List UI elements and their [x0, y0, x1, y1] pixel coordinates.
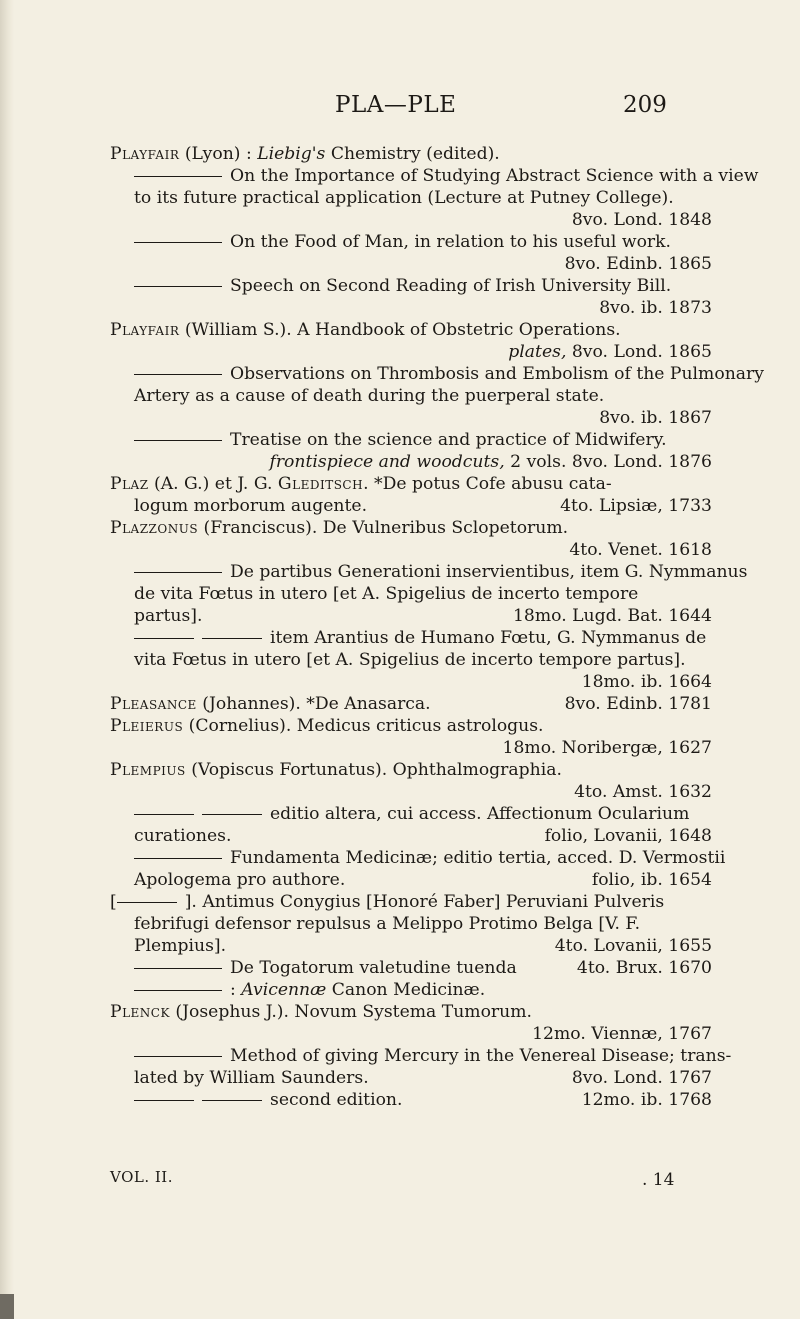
entry-line [110, 539, 712, 561]
entry-line [110, 429, 712, 451]
entry-text: to its future practical application (Lecture at Putney College). [134, 188, 674, 208]
entry-line [110, 913, 712, 935]
entry-line [110, 759, 712, 781]
entry-imprint: folio, ib. 1654 [591, 870, 712, 890]
book-spine-shadow [0, 0, 14, 1319]
entry-imprint: 8vo. Edinb. 1781 [564, 694, 712, 714]
entry-line [110, 1045, 732, 1067]
entry-imprint: folio, Lovanii, 1648 [544, 826, 712, 846]
entry-imprint: 18mo. Lugd. Bat. 1644 [512, 606, 712, 626]
entry-text: Pleierus (Cornelius). Medicus criticus astrologus. [110, 716, 544, 736]
volume-label: VOL. II. [110, 1168, 173, 1186]
entry-line [110, 649, 712, 671]
entry-line [110, 825, 712, 847]
entry-text: lated by William Saunders. [134, 1068, 369, 1088]
signature-mark: . 14 [642, 1170, 675, 1190]
entry-line [110, 979, 712, 1001]
entry-imprint: frontispiece and woodcuts, 2 vols. 8vo. Lond. 1876 [269, 452, 712, 472]
entry-text: Artery as a cause of death during the puerperal state. [134, 386, 605, 406]
entry-line [110, 231, 712, 253]
entry-text: febrifugi defensor repulsus a Melippo Protimo Belga [V. F. [134, 914, 641, 934]
entry-line [110, 957, 712, 979]
entry-imprint: 8vo. Lond. 1848 [571, 210, 712, 230]
entry-imprint: 4to. Venet. 1618 [569, 540, 712, 560]
entry-text: De Togatorum valetudine tuenda [134, 957, 517, 979]
entry-line [110, 605, 712, 627]
entry-imprint: 18mo. ib. 1664 [581, 672, 712, 692]
entry-line [110, 891, 712, 913]
entry-line [110, 781, 712, 803]
entry-imprint: 12mo. ib. 1768 [581, 1090, 712, 1110]
entry-imprint: 4to. Lovanii, 1655 [554, 936, 712, 956]
page-number: 209 [623, 92, 667, 118]
entry-text: Plenck (Josephus J.). Novum Systema Tumorum. [110, 1002, 532, 1022]
entry-imprint: 4to. Brux. 1670 [576, 958, 712, 978]
entry-line [110, 451, 712, 473]
entry-line [110, 869, 712, 891]
entry-text: On the Importance of Studying Abstract Science with a view [134, 165, 759, 187]
entry-line [110, 407, 712, 429]
entry-imprint: 8vo. Edinb. 1865 [564, 254, 712, 274]
entry-text: item Arantius de Humano Fœtu, G. Nymmanus de [134, 627, 706, 649]
entry-text: Playfair (William S.). A Handbook of Obstetric Operations. [110, 320, 621, 340]
bibliography-entries [110, 143, 764, 1111]
entry-imprint: 18mo. Noribergæ, 1627 [502, 738, 712, 758]
entry-line [110, 1001, 712, 1023]
entry-text: Plempius (Vopiscus Fortunatus). Ophthalmographia. [110, 760, 562, 780]
entry-text: vita Fœtus in utero [et A. Spigelius de incerto tempore partus]. [134, 650, 686, 670]
entry-imprint: plates, 8vo. Lond. 1865 [508, 342, 712, 362]
entry-line [110, 671, 712, 693]
entry-line [110, 209, 712, 231]
running-title: PLA—PLE [335, 92, 457, 118]
entry-text: : Avicennæ Canon Medicinæ. [134, 979, 485, 1001]
entry-line [110, 275, 712, 297]
entry-line [110, 693, 712, 715]
entry-text: On the Food of Man, in relation to his useful work. [134, 231, 671, 253]
entry-imprint: 12mo. Viennæ, 1767 [532, 1024, 712, 1044]
entry-imprint: 4to. Amst. 1632 [574, 782, 712, 802]
entry-line [110, 803, 712, 825]
entry-line [110, 935, 712, 957]
entry-text: Pleasance (Johannes). *De Anasarca. [110, 694, 431, 714]
entry-text: Playfair (Lyon) : Liebig's Chemistry (edited). [110, 144, 500, 164]
entry-imprint: 4to. Lipsiæ, 1733 [560, 496, 712, 516]
entry-line [110, 627, 712, 649]
entry-line [110, 385, 712, 407]
entry-line [110, 143, 712, 165]
entry-line [110, 473, 712, 495]
entry-text: Observations on Thrombosis and Embolism of the Pulmonary [134, 363, 764, 385]
entry-line [110, 253, 712, 275]
entry-text: Fundamenta Medicinæ; editio tertia, acced. D. Vermostii [134, 847, 725, 869]
entry-line [110, 187, 712, 209]
entry-imprint: 8vo. ib. 1867 [599, 408, 712, 428]
entry-text: Apologema pro authore. [134, 870, 346, 890]
entry-line [110, 847, 726, 869]
entry-text: partus]. [134, 606, 203, 626]
entry-line [110, 737, 712, 759]
entry-text: Method of giving Mercury in the Venereal Disease; trans- [134, 1045, 731, 1067]
entry-line [110, 495, 712, 517]
entry-line [110, 341, 712, 363]
entry-text: Treatise on the science and practice of Midwifery. [134, 429, 667, 451]
entry-line [110, 1067, 712, 1089]
entry-imprint: 8vo. ib. 1873 [599, 298, 712, 318]
entry-imprint: 8vo. Lond. 1767 [571, 1068, 712, 1088]
entry-line [110, 165, 759, 187]
entry-text: Plempius]. [134, 936, 227, 956]
entry-line [110, 363, 764, 385]
entry-line [110, 1089, 712, 1111]
entry-text: second edition. [134, 1089, 402, 1111]
entry-line [110, 561, 748, 583]
entry-line [110, 319, 712, 341]
running-header [0, 92, 800, 122]
entry-text: logum morborum augente. [134, 496, 368, 516]
entry-text: curationes. [134, 826, 232, 846]
entry-line [110, 583, 712, 605]
entry-line [110, 715, 712, 737]
entry-text: De partibus Generationi inservientibus, item G. Nymmanus [134, 561, 747, 583]
entry-text: Speech on Second Reading of Irish University Bill. [134, 275, 671, 297]
entry-text: editio altera, cui access. Affectionum Ocularium [134, 803, 689, 825]
entry-line [110, 297, 712, 319]
entry-line [110, 1023, 712, 1045]
entry-line [110, 517, 712, 539]
entry-text: Plazzonus (Franciscus). De Vulneribus Sclopetorum. [110, 518, 569, 538]
entry-text: [ ]. Antimus Conygius [Honoré Faber] Peruviani Pulveris [110, 892, 665, 912]
entry-text: Plaz (A. G.) et J. G. Gleditsch. *De potus Cofe abusu cata- [110, 474, 612, 494]
entry-text: de vita Fœtus in utero [et A. Spigelius de incerto tempore [134, 584, 639, 604]
page-edge-mark [0, 1294, 14, 1319]
